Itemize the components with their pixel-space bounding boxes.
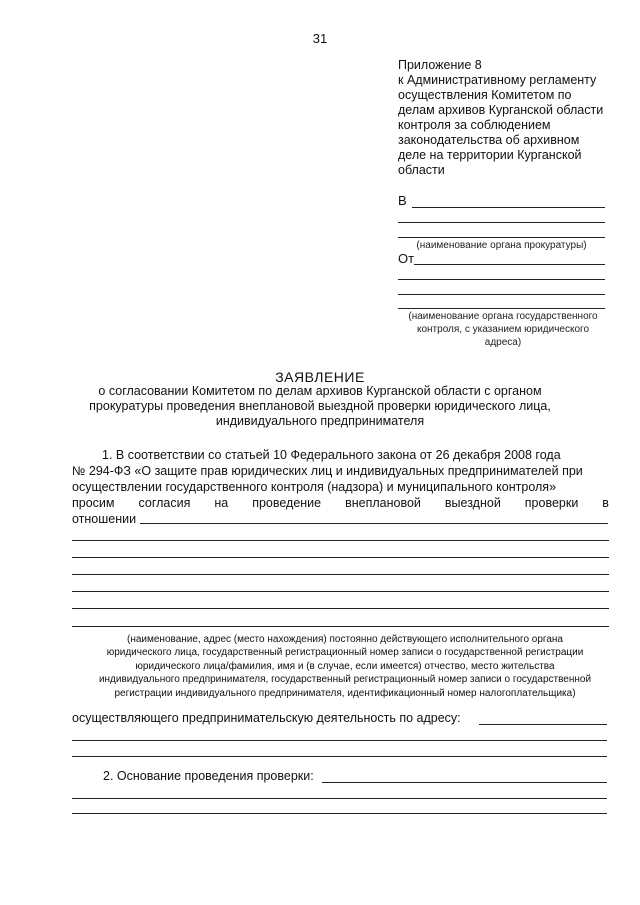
paragraph-1-line: № 294-ФЗ «О защите прав юридических лиц и индивидуальных предпринимателей при	[72, 464, 583, 478]
from-caption-line: адреса)	[484, 337, 522, 348]
from-caption	[398, 310, 608, 349]
entity-caption	[75, 633, 615, 700]
entity-field-line-1[interactable]	[140, 523, 608, 524]
word: внеплановой	[345, 496, 421, 510]
appendix-line: Приложение 8	[398, 58, 482, 72]
appendix-header	[398, 58, 623, 178]
appendix-line: осуществления Комитетом по	[398, 88, 572, 102]
word: выездной	[444, 496, 501, 510]
word: проведение	[252, 496, 322, 510]
to-caption: (наименование органа прокуратуры)	[416, 240, 587, 251]
from-field-line-4[interactable]	[398, 308, 605, 309]
entity-field-line-2[interactable]	[72, 540, 609, 541]
to-field-line-2[interactable]	[398, 222, 605, 223]
basis-field-line-3[interactable]	[72, 813, 607, 814]
word: просим	[72, 496, 115, 510]
address-field-line-3[interactable]	[72, 756, 607, 757]
basis-field-line-1[interactable]	[322, 782, 607, 783]
entity-caption-line: индивидуального предпринимателя, государственный регистрационный номер записи о государственной	[98, 674, 592, 686]
entity-caption-line: регистрации индивидуального предпринимателя, идентификационный номер налогоплательщика)	[114, 687, 576, 699]
to-label: В	[398, 193, 407, 208]
paragraph-1-line: 1. В соответствии со статьей 10 Федерального закона от 26 декабря 2008 года	[102, 448, 561, 462]
subtitle-line: о согласовании Комитетом по делам архивов Курганской области с органом	[98, 384, 542, 398]
word: проверки	[524, 496, 579, 510]
paragraph-1	[72, 447, 609, 527]
page-number: 31	[312, 31, 328, 46]
entity-field-line-3[interactable]	[72, 557, 609, 558]
basis-label: 2. Основание проведения проверки:	[103, 769, 314, 783]
subtitle-line: индивидуального предпринимателя	[215, 414, 425, 428]
paragraph-1-justified-line	[72, 495, 609, 511]
basis-field-line-2[interactable]	[72, 798, 607, 799]
activity-address-label: осуществляющего предпринимательскую деятельность по адресу:	[72, 711, 461, 725]
to-field-line-3[interactable]	[398, 237, 605, 238]
from-field-line-3[interactable]	[398, 294, 605, 295]
address-field-line-1[interactable]	[479, 724, 607, 725]
to-field-line-1[interactable]	[412, 207, 605, 208]
appendix-line: законодательства об архивном	[398, 133, 580, 147]
document-subtitle	[80, 384, 560, 429]
word: в	[602, 496, 609, 510]
appendix-line: деле на территории Курганской	[398, 148, 582, 162]
appendix-line: области	[398, 163, 445, 177]
from-caption-line: (наименование органа государственного	[408, 311, 598, 322]
document-title: ЗАЯВЛЕНИЕ	[275, 369, 365, 385]
paragraph-1-line: осуществлении государственного контроля (надзора) и муниципального контроля»	[72, 480, 557, 494]
regarding-label: отношении	[72, 512, 137, 526]
word: согласия	[138, 496, 191, 510]
appendix-line: к Административному регламенту	[398, 73, 597, 87]
address-field-line-2[interactable]	[72, 740, 607, 741]
word: на	[214, 496, 229, 510]
entity-caption-line: (наименование, адрес (место нахождения) постоянно действующего исполнительного органа	[126, 634, 563, 645]
entity-caption-line: юридического лица/фамилия, имя и (в случае, если имеется) отчество, место жительства	[135, 660, 555, 672]
entity-field-line-6[interactable]	[72, 608, 609, 609]
subtitle-line: прокуратуры проведения внеплановой выездной проверки юридического лица,	[89, 399, 551, 413]
appendix-line: контроля за соблюдением	[398, 118, 551, 132]
entity-caption-line: юридического лица, государственный регистрационный номер записи о государственной регистрации	[106, 647, 584, 659]
from-field-line-2[interactable]	[398, 279, 605, 280]
entity-field-line-5[interactable]	[72, 591, 609, 592]
entity-field-line-4[interactable]	[72, 574, 609, 575]
entity-field-line-7[interactable]	[72, 626, 609, 627]
from-field-line-1[interactable]	[414, 264, 605, 265]
from-label: От	[398, 251, 415, 266]
appendix-line: делам архивов Курганской области	[398, 103, 604, 117]
from-caption-line: контроля, с указанием юридического	[416, 324, 590, 335]
